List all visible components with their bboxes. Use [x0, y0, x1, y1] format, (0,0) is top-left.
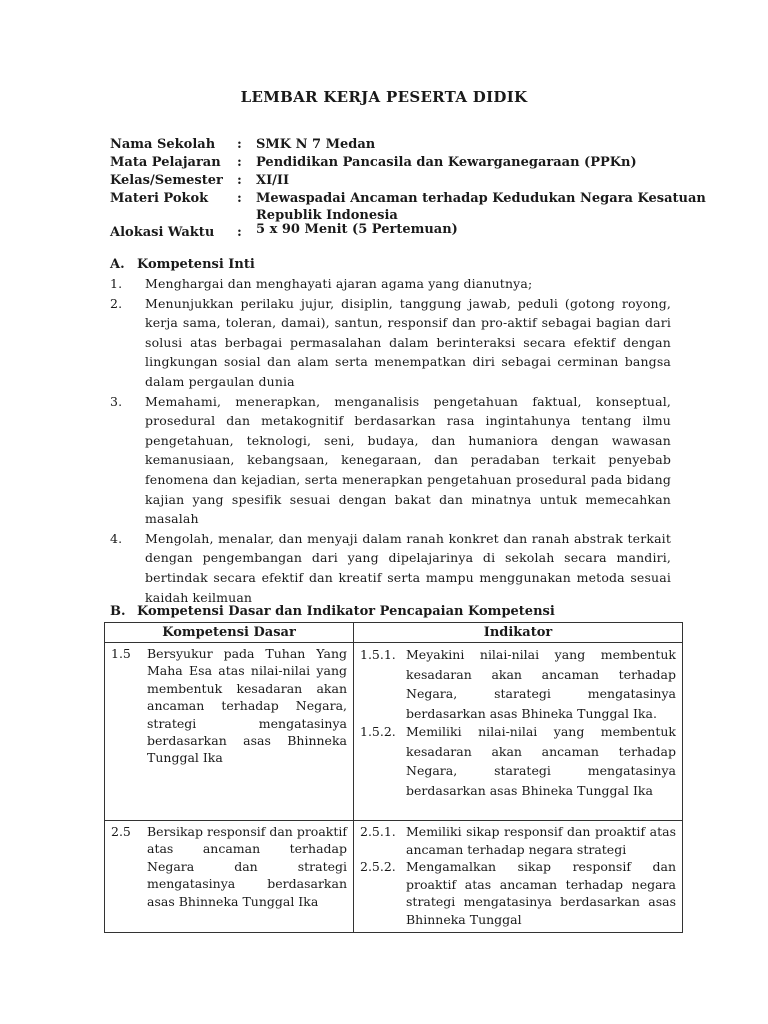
identity-row-time: [110, 221, 710, 239]
kompetensi-inti-list: [110, 274, 671, 607]
kd-text: Bersikap responsif dan proaktif atas ancaman terhadap Negara dan strategi mengatasinya berdasarkan asas Bhinneka Tunggal Ika: [147, 824, 348, 909]
identity-colon: :: [237, 225, 242, 240]
identity-row-subject: [110, 154, 710, 172]
indicator-entry: [360, 858, 676, 928]
identity-value: Mewaspadai Ancaman terhadap Kedudukan Negara Kesatuan Republik Indonesia: [256, 191, 706, 223]
competency-table: [104, 622, 683, 933]
list-number: 1.: [110, 276, 123, 291]
identity-label: Mata Pelajaran: [110, 155, 221, 170]
identity-label: Nama Sekolah: [110, 137, 216, 152]
list-item: [110, 274, 671, 294]
kd-entry: [111, 645, 347, 767]
identity-row-topic: [110, 190, 710, 224]
column-header: Kompetensi Dasar: [105, 623, 354, 643]
kd-cell: [105, 643, 354, 821]
indicator-text: Meyakini nilai-nilai yang membentuk kesadaran akan ancaman terhadap Negara, starategi mengatasinya berdasarkan asas Bhineka Tunggal Ika.: [406, 647, 676, 721]
document-title: LEMBAR KERJA PESERTA DIDIK: [240, 88, 528, 106]
identity-colon: :: [237, 155, 242, 170]
indicator-entry: [360, 645, 676, 723]
list-number: 2.: [110, 295, 123, 311]
section-title: Kompetensi Dasar dan Indikator Pencapaian Kompetensi: [137, 604, 555, 619]
indicator-entry: [360, 823, 676, 858]
identity-value: Pendidikan Pancasila dan Kewarganegaraan (PPKn): [256, 155, 637, 170]
section-b-heading: [110, 604, 555, 619]
table-header-row: [105, 623, 683, 643]
identity-label: Alokasi Waktu: [110, 225, 215, 240]
indicator-number: 2.5.1.: [360, 824, 396, 839]
list-text: Memahami, menerapkan, menganalisis pengetahuan faktual, konseptual, prosedural dan metakognitif berdasarkan rasa ingintahunya tentang ilmu pengetahuan, teknologi, seni, budaya, dan humaniora dengan wawasan kemanusiaan, kebangsaan, kenegaraan, dan peradaban terkait penyebab fenomena dan kejadian, serta menerapkan pengetahuan prosedural pada bidang kajian yang spesifik sesuai dengan bakat dan minatnya untuk memecahkan masalah: [145, 393, 671, 527]
identity-value: SMK N 7 Medan: [256, 137, 376, 152]
identity-row-class: [110, 172, 710, 190]
identity-colon: :: [237, 137, 242, 152]
section-letter: A.: [110, 257, 125, 272]
list-item: [110, 529, 671, 607]
list-number: 3.: [110, 393, 123, 409]
indicator-number: 2.5.2.: [360, 859, 396, 874]
identity-block: [110, 136, 710, 239]
identity-colon: :: [237, 191, 242, 206]
identity-colon: :: [237, 173, 242, 188]
indicator-text: Memiliki sikap responsif dan proaktif atas ancaman terhadap negara strategi: [406, 824, 676, 857]
table-row: [105, 821, 683, 933]
list-item: [110, 294, 671, 392]
identity-value: XI/II: [256, 173, 290, 188]
kd-text: Bersyukur pada Tuhan Yang Maha Esa atas nilai-nilai yang membentuk kesadaran akan ancaman terhadap Negara, strategi mengatasinya berdasarkan asas Bhinneka Tunggal Ika: [147, 646, 347, 766]
kd-number: 2.5: [111, 824, 131, 839]
indicator-number: 1.5.1.: [360, 647, 396, 662]
kd-entry: [111, 823, 347, 910]
kd-number: 1.5: [111, 646, 131, 661]
identity-label: Kelas/Semester: [110, 173, 223, 188]
section-letter: B.: [110, 604, 126, 619]
indicator-entry: [360, 722, 676, 800]
indicator-text: Mengamalkan sikap responsif dan proaktif atas ancaman terhadap negara strategi mengatasinya berdasarkan asas Bhinneka Tunggal: [406, 859, 676, 927]
list-item: [110, 392, 671, 529]
indicator-cell: [354, 643, 683, 821]
table-row: [105, 643, 683, 821]
identity-value: 5 x 90 Menit (5 Pertemuan): [256, 222, 458, 237]
indicator-cell: [354, 821, 683, 933]
list-text: Menghargai dan menghayati ajaran agama yang dianutnya;: [145, 276, 533, 291]
indicator-number: 1.5.2.: [360, 724, 396, 739]
kd-cell: [105, 821, 354, 933]
list-number: 4.: [110, 530, 123, 546]
indicator-text: Memiliki nilai-nilai yang membentuk kesadaran akan ancaman terhadap Negara, starategi mengatasinya berdasarkan asas Bhineka Tunggal Ika: [406, 724, 676, 798]
list-text: Menunjukkan perilaku jujur, disiplin, tanggung jawab, peduli (gotong royong, kerja sama, toleran, damai), santun, responsif dan pro-aktif sebagai bagian dari solusi atas berbagai permasalahan dalam berinteraksi secara efektif dengan lingkungan sosial dan alam serta menempatkan diri sebagai cerminan bangsa dalam pergaulan dunia: [145, 295, 671, 389]
identity-row-school: [110, 136, 710, 154]
column-header: Indikator: [354, 623, 683, 643]
list-text: Mengolah, menalar, dan menyaji dalam ranah konkret dan ranah abstrak terkait dengan pengembangan dari yang dipelajarinya di sekolah secara mandiri, bertindak secara efektif dan kreatif serta mampu menggunakan metoda sesuai kaidah keilmuan: [145, 530, 671, 605]
section-title: Kompetensi Inti: [137, 257, 255, 272]
identity-label: Materi Pokok: [110, 191, 209, 206]
section-a-heading: [110, 257, 255, 272]
